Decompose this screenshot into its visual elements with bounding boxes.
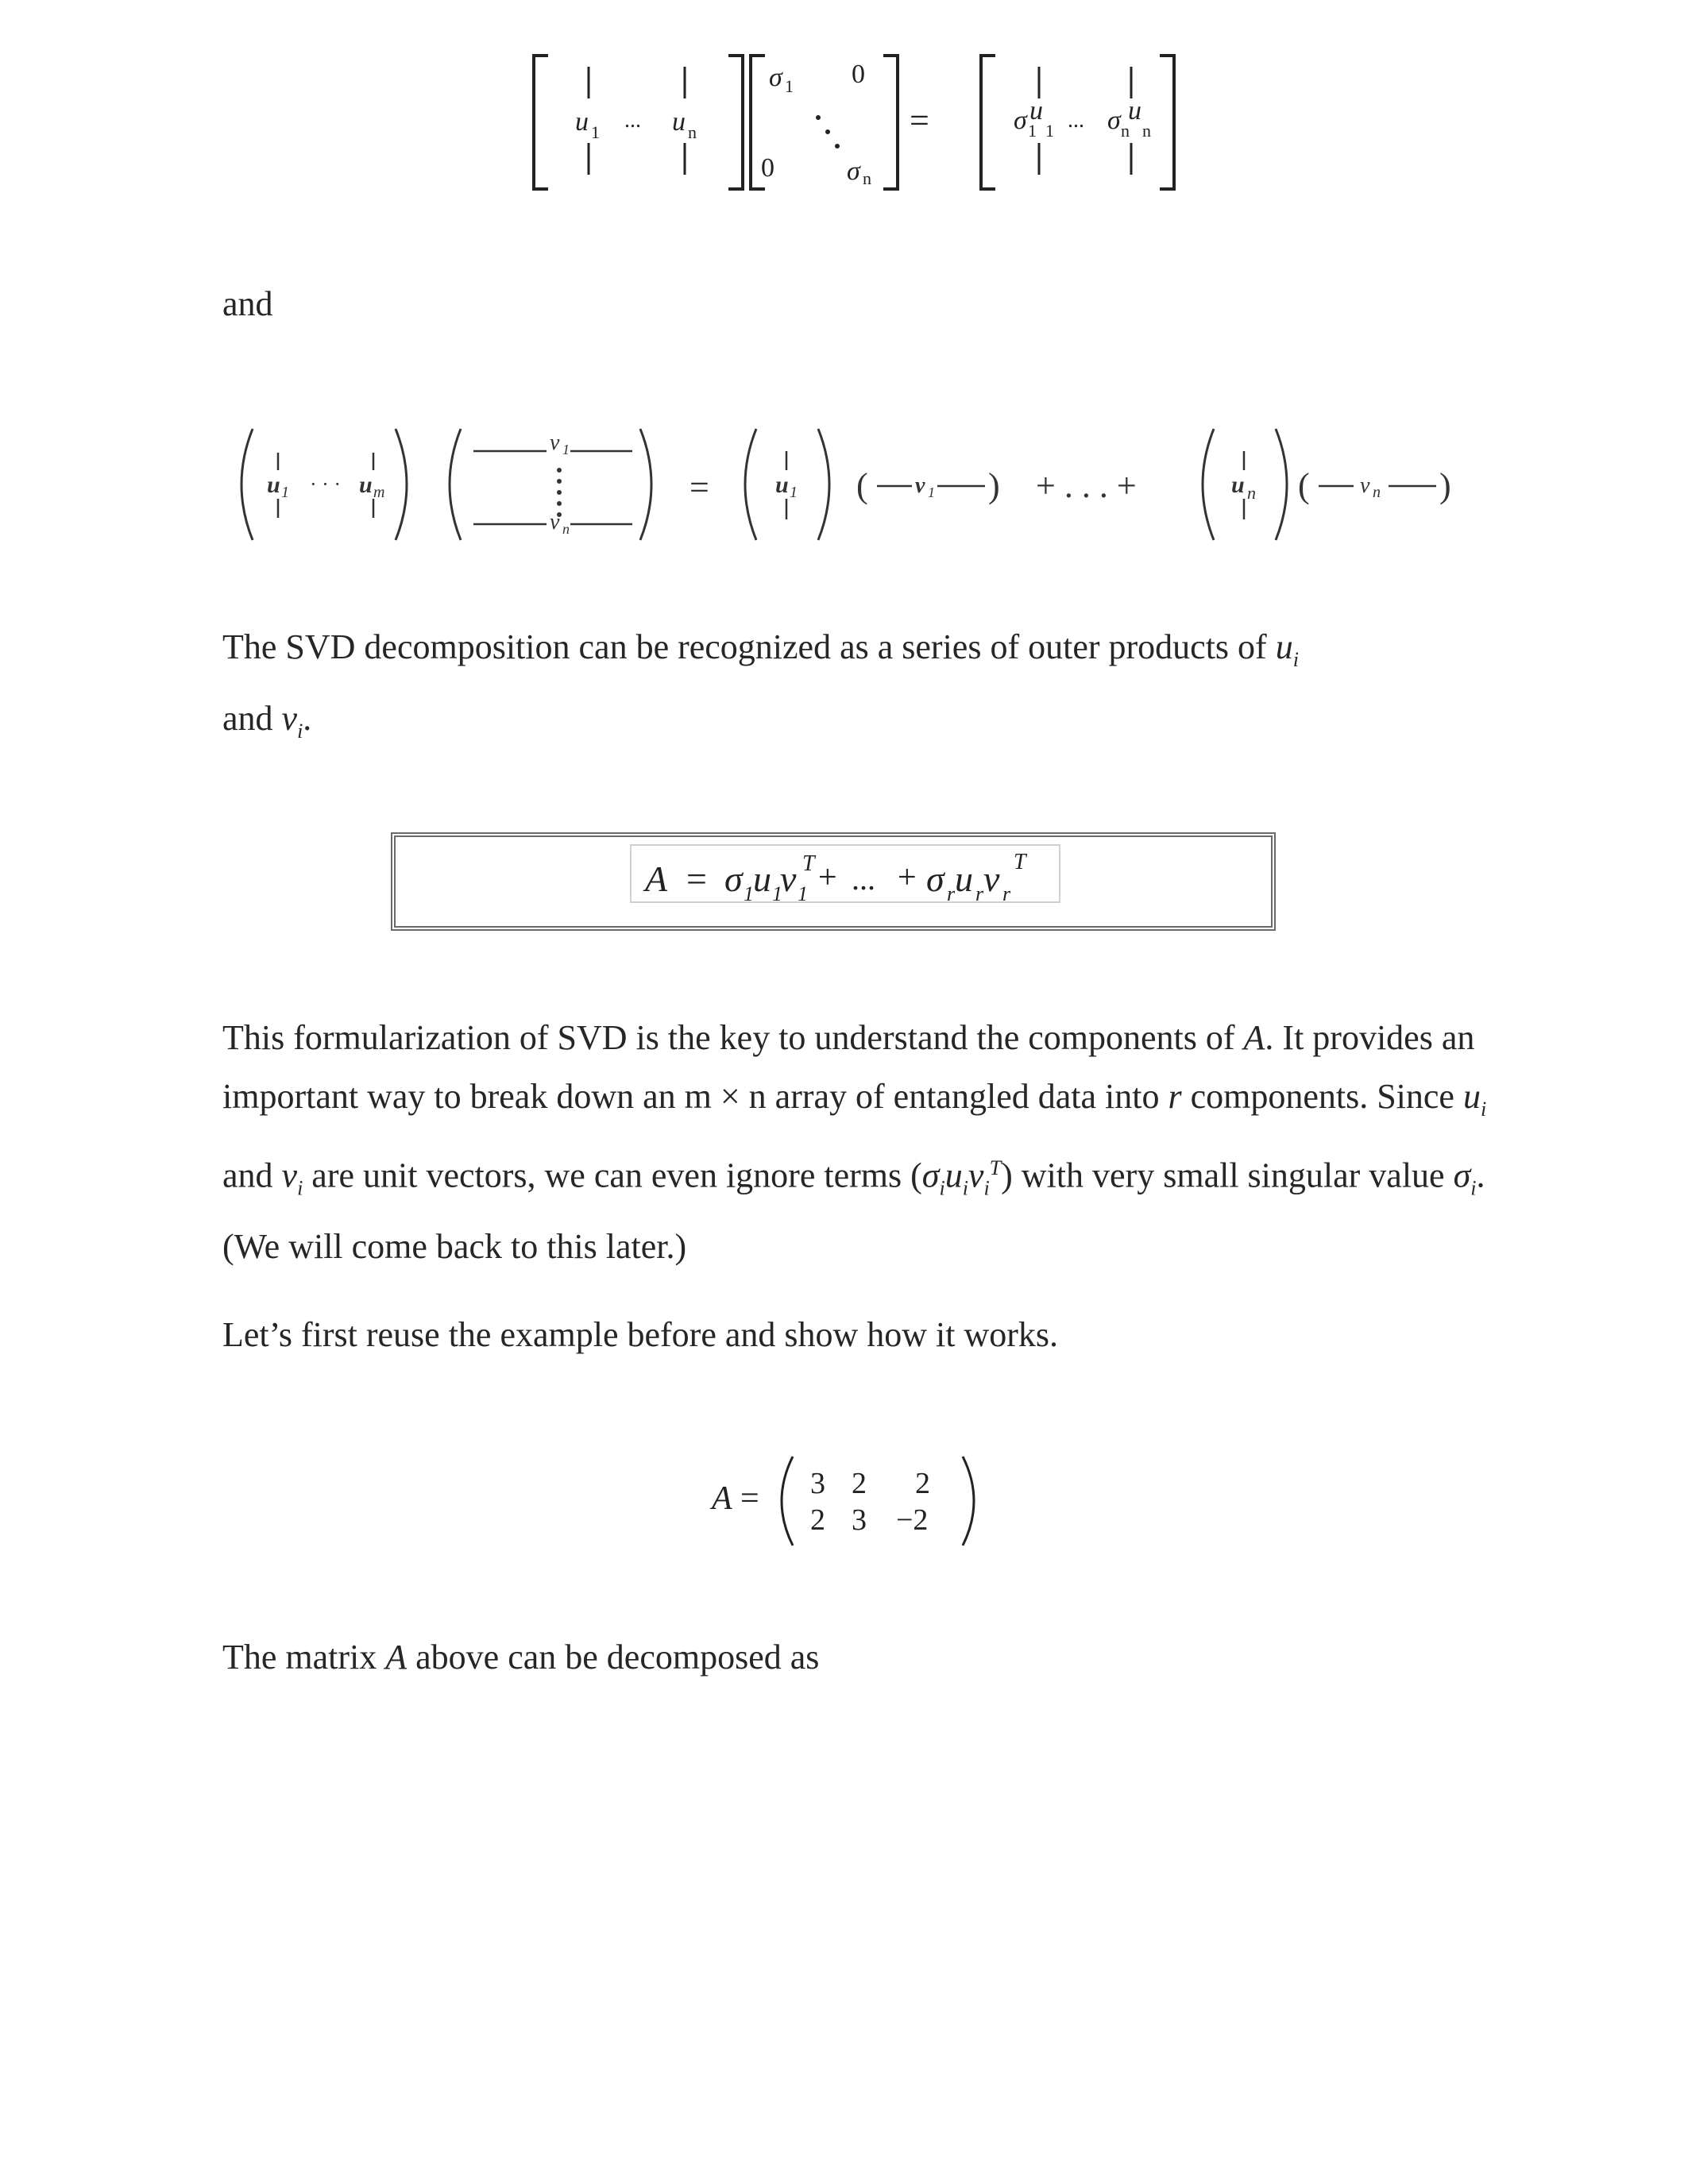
para4-s2: above can be decomposed as (407, 1638, 820, 1677)
para2-u2-sub: i (962, 1176, 968, 1200)
matrix-A-r2c3: −2 (896, 1503, 929, 1537)
u-dots: ... (624, 108, 641, 133)
para2-s3: components. Since (1181, 1077, 1463, 1116)
termn-open-paren: ( (1298, 466, 1310, 505)
para2-sigma2-sub: i (1470, 1176, 1477, 1200)
formula-ellipsis: ... (852, 861, 875, 897)
zero-bottom-left: 0 (761, 153, 774, 183)
formula-vr-T: T (1014, 850, 1026, 874)
outer-plus-dots: + . . . + (1036, 466, 1137, 505)
termn-close-paren: ) (1439, 466, 1451, 505)
term1-close-paren: ) (988, 466, 1000, 505)
un-sub: n (688, 122, 697, 142)
sigma-u1-sub2: 1 (1045, 121, 1054, 141)
para1-and: and (222, 698, 282, 738)
para2-s6: ) with very small singular value (1001, 1156, 1454, 1195)
matrix-A-label: A (712, 1480, 732, 1517)
formula-A: A (645, 859, 668, 899)
term1-v: v (915, 473, 925, 498)
paragraph-example-intro: Let’s first reuse the example before and show how it works. (222, 1315, 1059, 1354)
matrix-A-r1c3: 2 (915, 1467, 930, 1500)
outer-equals: = (689, 468, 709, 507)
formula-vr-sub: r (1002, 882, 1011, 905)
para2-u2: u (944, 1156, 963, 1195)
term1-u-sub: 1 (790, 484, 798, 501)
sigma-un-sigma: σ (1107, 106, 1121, 135)
sigma-u1-u: u (1029, 96, 1043, 125)
para2-u-sub: i (1480, 1097, 1487, 1121)
outer-um: u (359, 472, 373, 498)
sigma1-label: σ (769, 63, 782, 92)
matrix-A-r1c2: 2 (852, 1467, 867, 1500)
para2-v2-sub: i (983, 1176, 990, 1200)
para2-v2: v (968, 1156, 984, 1195)
sigma-un-u: u (1128, 96, 1141, 125)
outer-u1-sub: 1 (281, 484, 289, 501)
formula-sigmar-sub: r (947, 882, 956, 905)
term1-u: u (775, 472, 789, 498)
text-and: and (222, 284, 273, 323)
u1-sub: 1 (591, 122, 600, 142)
outer-dots: · · · (310, 473, 341, 496)
outer-vn-sub: n (562, 521, 570, 537)
para2-v: v (281, 1156, 298, 1195)
outer-vn: v (550, 510, 560, 534)
para2-s5: are unit vectors, we can even ignore terms ( (303, 1156, 922, 1195)
para2-s1: This formularization of SVD is the key to understand the components of (222, 1018, 1244, 1057)
para1-v: v (281, 698, 298, 738)
para2-sigma2: σ (1453, 1156, 1471, 1195)
formula-v1-T: T (802, 851, 815, 876)
outer-v1: v (550, 430, 560, 455)
para2-T: T (989, 1156, 1002, 1179)
formula-sigma1: σ (724, 859, 743, 899)
matrix-A-equals: = (740, 1480, 759, 1517)
para2-s4: and (222, 1156, 282, 1195)
formula-ur: u (955, 859, 973, 899)
paragraph-decomposed (222, 1628, 1493, 1687)
formula-v1: v (780, 859, 797, 899)
u1-label: u (575, 107, 589, 137)
zero-top-right: 0 (852, 60, 865, 89)
formula-plus2: + (898, 859, 917, 896)
matrix-A-r1c1: 3 (810, 1467, 825, 1500)
un-label: u (672, 107, 686, 137)
equals-sign: = (910, 101, 929, 140)
para1-v-sub: i (297, 719, 303, 743)
sigma1-sub: 1 (785, 76, 794, 96)
sigman-sub: n (863, 168, 871, 188)
para2-s2: . It provides an important way to break down an m × n array of entangled data into (222, 1018, 1475, 1116)
para2-v-sub: i (297, 1176, 303, 1200)
term1-v-sub: 1 (928, 484, 935, 500)
sigma-u1-sigma: σ (1014, 106, 1027, 135)
para2-A: A (1243, 1018, 1265, 1057)
formula-sum-of-outer-products (396, 837, 1271, 926)
para1-end: . (303, 698, 312, 738)
para2-s7: . (We will come back to this later.) (222, 1156, 1485, 1267)
paragraph-outer-products (222, 618, 1493, 761)
termn-v: v (1360, 473, 1370, 498)
sigma-un-sub1: n (1121, 121, 1130, 141)
para1-text: The SVD decomposition can be recognized as a series of outer products of (222, 627, 1276, 666)
matrix-A-equation (699, 1445, 1017, 1557)
outer-v1-sub: 1 (562, 442, 570, 457)
formula-sigma1-sub: 1 (744, 882, 754, 905)
term1-open-paren: ( (856, 466, 868, 505)
formula-vr: v (983, 859, 1000, 899)
outer-u1: u (267, 472, 280, 498)
formula-box (391, 832, 1276, 931)
para2-u: u (1462, 1077, 1481, 1116)
formula-equals: = (686, 859, 707, 899)
termn-u-sub: n (1247, 483, 1256, 503)
result-dots: ... (1068, 108, 1084, 133)
formula-sigmar: σ (926, 859, 944, 899)
para2-sigma: σ (921, 1156, 940, 1195)
formula-ur-sub: r (975, 882, 984, 905)
sigma-u1-sub1: 1 (1028, 121, 1037, 141)
sigma-un-sub2: n (1142, 121, 1151, 141)
sigman-label: σ (847, 156, 860, 186)
formula-u1: u (753, 859, 771, 899)
equation-u-sigma (0, 0, 1688, 238)
para4-A: A (385, 1638, 408, 1677)
matrix-A-r2c2: 3 (852, 1503, 867, 1537)
termn-u: u (1231, 472, 1245, 498)
formula-v1-sub: 1 (798, 882, 808, 905)
formula-u1-sub: 1 (772, 882, 782, 905)
equation-outer-products (0, 413, 1688, 572)
formula-plus1: + (818, 859, 837, 896)
para1-u-sub: i (1292, 647, 1299, 671)
para2-sigma-sub: i (939, 1176, 945, 1200)
para1-u: u (1275, 627, 1293, 666)
para2-r: r (1168, 1077, 1182, 1116)
matrix-A-r2c1: 2 (810, 1503, 825, 1537)
para4-s1: The matrix (222, 1638, 386, 1677)
outer-um-sub: m (373, 484, 385, 501)
paragraph-formularization (222, 1009, 1493, 1276)
termn-v-sub: n (1373, 484, 1381, 501)
